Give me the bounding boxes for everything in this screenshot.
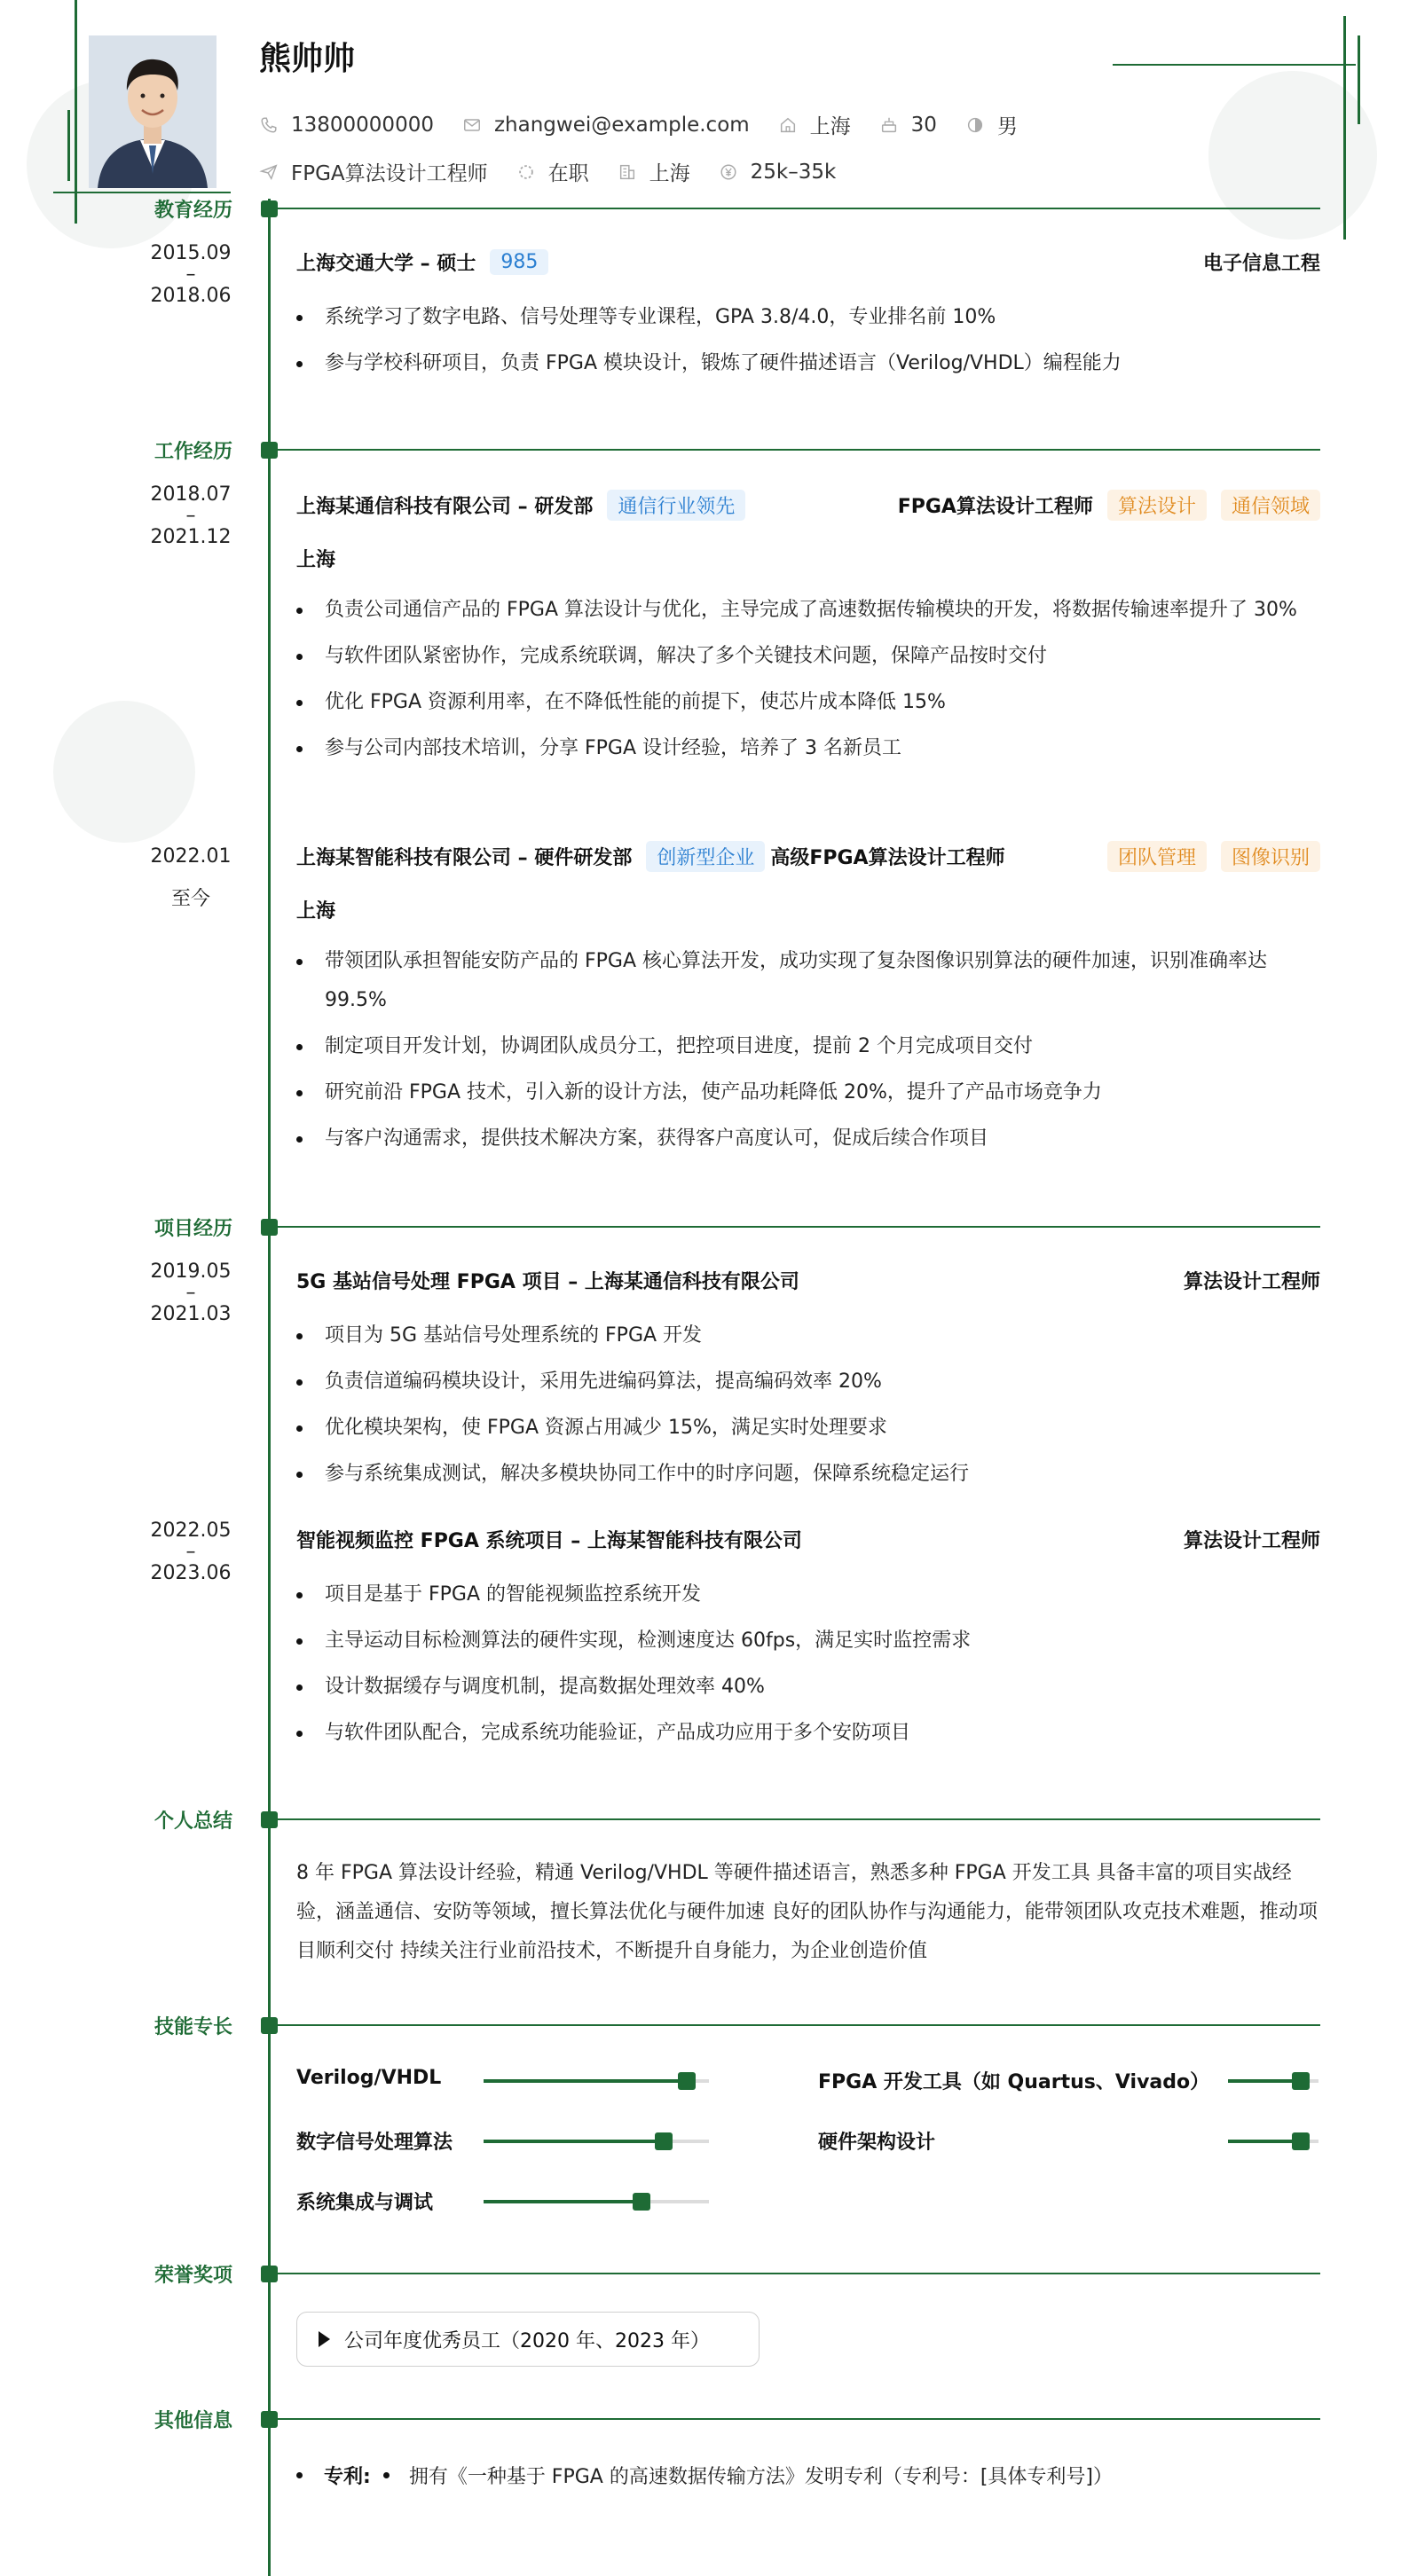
major: 电子信息工程 [1202,253,1320,275]
list-item: 与软件团队紧密协作，完成系统联调，解决了多个关键技术问题，保障产品按时交付 [296,637,1320,676]
play-icon [319,2331,330,2347]
skill-bar [484,2200,709,2203]
email-text: zhangwei@example.com [493,113,750,137]
date-range [124,836,257,921]
project-heading [296,1267,1320,1294]
job-title-item [259,157,488,186]
gender-icon [965,115,985,135]
skill-knob [1292,2072,1310,2090]
section-divider [278,2418,1320,2420]
company-tag: 通信行业领先 [607,490,745,521]
send-icon [259,162,279,182]
age-item [879,114,937,137]
list-item: 项目为 5G 基站信号处理系统的 FPGA 开发 [296,1316,1320,1355]
award-text: 公司年度优秀员工（2020 年、2023 年） [344,2329,710,2352]
work-city: 上海 [296,900,336,923]
section-title-skills: 技能专长 [153,2016,232,2038]
date-end: 2023.06 [150,1562,232,1584]
work-bullets [296,591,1320,775]
section-marker [261,442,278,459]
section-divider [278,2024,1320,2026]
section-marker [261,200,278,217]
summary-text: 8 年 FPGA 算法设计经验，精通 Verilog/VHDL 等硬件描述语言，熟悉多种 FPGA 开发工具 具备丰富的项目实战经验，涵盖通信、安防等领域，擅长算法优化与硬件加速 良好的团队协作与沟通能力，能带领团队攻克技术难题，推动项目顺利交付 持续关注行业前沿技术，不断提升自身能力，为企业创造价值 [296,1862,1318,1962]
bullet-dot [383,2472,390,2478]
decor-line [75,0,77,224]
decor-line [1343,16,1346,240]
status-icon [516,162,536,182]
award-item[interactable] [296,2312,760,2367]
position: 高级FPGA算法设计工程师 [770,847,1005,869]
date-start: 2022.05 [150,1520,232,1542]
skill-fill [484,2079,687,2083]
position-tag: 团队管理 [1107,841,1207,872]
skill-name: FPGA 开发工具（如 Quartus、Vivado） [818,2071,1210,2093]
list-item: 制定项目开发计划，协调团队成员分工，把控项目进度，提前 2 个月完成项目交付 [296,1027,1320,1066]
project-name: 5G 基站信号处理 FPGA 项目 – 上海某通信科技有限公司 [296,1271,799,1293]
position-tag: 通信领域 [1221,490,1320,521]
date-end: 2021.03 [150,1303,232,1325]
skill-bar [484,2140,709,2143]
skill-knob [678,2072,696,2090]
decor-line [67,110,70,181]
skill-bar [1228,2079,1318,2083]
date-separator: – [185,263,196,286]
decor-circle-right [1208,71,1377,240]
other-info [296,2462,1113,2489]
education-bullets [296,298,1320,390]
city-text: 上海 [809,115,851,138]
city-item [778,110,851,139]
list-item: 优化模块架构，使 FPGA 资源占用减少 15%，满足实时处理要求 [296,1409,1320,1448]
project-role: 算法设计工程师 [1183,1530,1320,1552]
date-separator: – [185,1282,196,1304]
status-text: 在职 [547,162,589,185]
decor-line [1358,35,1360,124]
section-marker [261,1219,278,1236]
section-title-work: 工作经历 [153,441,232,463]
date-start: 2015.09 [150,242,232,264]
date-end: 2021.12 [150,526,232,548]
yuan-icon [719,162,738,182]
date-end: 至今 [170,888,210,910]
section-marker [261,2017,278,2034]
avatar [89,35,216,188]
email-item [462,114,750,137]
phone-text: 13800000000 [291,113,434,137]
decor-line [53,192,231,193]
skill-fill [484,2140,664,2143]
skill-name: Verilog/VHDL [296,2067,442,2089]
skill-bar [484,2079,709,2083]
status-item [516,157,589,186]
section-divider [278,1226,1320,1228]
list-item: 设计数据缓存与调度机制，提高数据处理效率 40% [296,1668,1320,1707]
position: FPGA算法设计工程师 [897,496,1093,518]
skill-name: 系统集成与调试 [296,2192,434,2214]
date-end: 2018.06 [150,285,232,307]
skill-fill [1228,2079,1301,2083]
other-text: 拥有《一种基于 FPGA 的高速数据传输方法》发明专利（专利号：[具体专利号]） [408,2466,1113,2488]
gender-item [965,110,1018,139]
decor-line [1113,64,1356,66]
work-heading [296,490,1320,521]
section-marker [261,1811,278,1828]
school-tag: 985 [490,249,548,275]
company-name: 上海某智能科技有限公司 – 硬件研发部 [296,847,633,869]
company-name: 上海某通信科技有限公司 – 研发部 [296,496,594,518]
date-start: 2022.01 [150,845,232,868]
mail-icon [462,115,482,135]
skill-knob [655,2132,673,2150]
list-item: 参与学校科研项目，负责 FPGA 模块设计，锻炼了硬件描述语言（Verilog/VHDL）编程能力 [296,344,1320,383]
section-divider [278,2273,1320,2274]
list-item: 主导运动目标检测算法的硬件实现，检测速度达 60fps，满足实时监控需求 [296,1622,1320,1661]
phone-icon [259,115,279,135]
project-heading [296,1526,1320,1553]
project-role: 算法设计工程师 [1183,1271,1320,1293]
position-tag: 算法设计 [1107,490,1207,521]
work-heading [296,841,1320,872]
list-item: 负责公司通信产品的 FPGA 算法设计与优化，主导完成了高速数据传输模块的开发，将数据传输速率提升了 30% [296,591,1320,630]
job-title-text: FPGA算法设计工程师 [291,162,488,185]
date-range [124,484,257,548]
expected-city-text: 上海 [649,162,690,185]
section-title-education: 教育经历 [153,200,232,222]
section-title-projects: 项目经历 [153,1218,232,1240]
list-item: 带领团队承担智能安防产品的 FPGA 核心算法开发，成功实现了复杂图像识别算法的硬件加速，识别准确率达 99.5% [296,942,1320,1020]
list-item: 研究前沿 FPGA 技术，引入新的设计方法，使产品功耗降低 20%，提升了产品市场竞争力 [296,1073,1320,1112]
skill-bar [1228,2140,1318,2143]
job-intent-row [259,157,864,186]
school-name: 上海交通大学 – 硕士 [296,253,476,275]
project-bullets [296,1316,1320,1501]
list-item: 项目是基于 FPGA 的智能视频监控系统开发 [296,1575,1320,1614]
date-separator: – [185,1541,196,1563]
candidate-name: 熊帅帅 [259,41,356,77]
date-range [124,1261,257,1325]
date-separator: – [185,505,196,527]
gender-text: 男 [996,115,1018,138]
expected-city-item [618,157,690,186]
section-divider [278,208,1320,209]
list-item: 参与系统集成测试，解决多模块协同工作中的时序问题，保障系统稳定运行 [296,1455,1320,1494]
contact-row [259,110,1046,139]
list-item: 参与公司内部技术培训，分享 FPGA 设计经验，培养了 3 名新员工 [296,729,1320,768]
salary-text: 25k–35k [750,160,837,184]
skill-knob [633,2193,650,2211]
other-label: 专利: [324,2466,371,2488]
skill-fill [1228,2140,1301,2143]
section-divider [278,449,1320,451]
skill-knob [1292,2132,1310,2150]
list-item: 与软件团队配合，完成系统功能验证，产品成功应用于多个安防项目 [296,1714,1320,1753]
date-start: 2018.07 [150,483,232,506]
bullet-dot [296,2472,303,2478]
position-tag: 图像识别 [1221,841,1320,872]
phone-item [259,114,434,137]
work-bullets [296,942,1320,1166]
section-marker [261,2266,278,2282]
timeline-line [268,199,271,2576]
skill-name: 数字信号处理算法 [296,2132,453,2154]
section-title-awards: 荣誉奖项 [153,2265,232,2287]
skill-fill [484,2200,642,2203]
work-city: 上海 [296,549,336,571]
project-name: 智能视频监控 FPGA 系统项目 – 上海某智能科技有限公司 [296,1530,802,1552]
project-bullets [296,1575,1320,1760]
list-item: 优化 FPGA 资源利用率，在不降低性能的前提下，使芯片成本降低 15% [296,683,1320,722]
section-divider [278,1818,1320,1820]
decor-circle-mid [53,701,195,843]
list-item: 系统学习了数字电路、信号处理等专业课程，GPA 3.8/4.0，专业排名前 10% [296,298,1320,337]
building-icon [618,162,637,182]
home-icon [778,115,798,135]
date-range [124,243,257,307]
date-range [124,1520,257,1584]
age-text: 30 [910,113,937,137]
date-start: 2019.05 [150,1261,232,1283]
section-title-other: 其他信息 [153,2410,232,2432]
company-tag: 创新型企业 [646,841,765,872]
education-heading [296,248,1320,276]
salary-item [719,161,837,184]
section-title-summary: 个人总结 [153,1810,232,1833]
age-icon [879,115,899,135]
section-marker [261,2411,278,2428]
list-item: 负责信道编码模块设计，采用先进编码算法，提高编码效率 20% [296,1363,1320,1402]
list-item: 与客户沟通需求，提供技术解决方案，获得客户高度认可，促成后续合作项目 [296,1119,1320,1158]
skill-name: 硬件架构设计 [818,2132,936,2154]
